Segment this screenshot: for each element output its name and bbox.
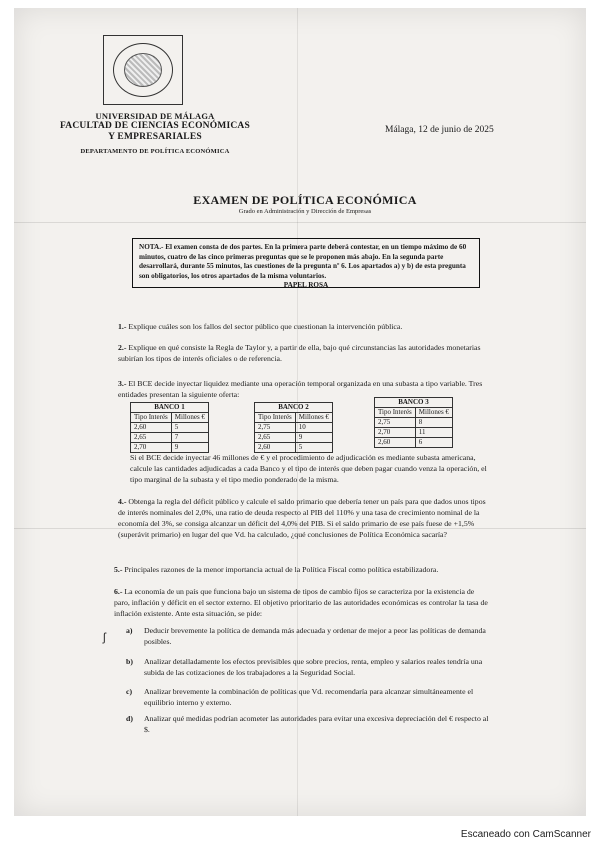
rate-cell: 2,65 — [255, 433, 296, 443]
question-1 — [118, 321, 488, 332]
amount-cell: 10 — [295, 423, 332, 433]
amount-cell: 5 — [171, 423, 208, 433]
column-header: Millones € — [171, 413, 208, 423]
rate-cell: 2,70 — [375, 428, 416, 438]
bank-1-table — [130, 402, 209, 453]
amount-cell: 5 — [295, 443, 332, 453]
item-text: Analizar detalladamente los efectos previsibles que sobre precios, renta, empleo y salarios reales tendría una subida de las cotizaciones de los trabajadores a la Seguridad Social. — [144, 657, 483, 677]
question-5 — [114, 564, 492, 575]
question-number: 1.- — [118, 322, 127, 331]
question-3-text: Si el BCE decide inyectar 46 millones de € y el procedimiento de adjudicación es mediante subasta americana, calcule las cantidades adjudicadas a cada Banco y el tipo de interés que deben pagar cuando venza la operación, el tipo marginal de la subasta y el tipo medio ponderado de la misma. — [130, 453, 487, 484]
paper-color-label: PAPEL ROSA — [283, 281, 329, 290]
handwritten-check-icon: ʃ — [103, 630, 106, 644]
column-header: Tipo Interés — [255, 413, 296, 423]
question-6-item-b — [126, 656, 492, 689]
exam-date: Málaga, 12 de junio de 2025 — [385, 125, 494, 135]
question-6-item-a — [126, 625, 492, 647]
amount-cell: 9 — [295, 433, 332, 443]
instructions-box — [132, 238, 480, 288]
rate-cell: 2,60 — [375, 438, 416, 448]
bank-name: BANCO 3 — [375, 398, 453, 408]
question-text: Explique cuáles son los fallos del sector público que cuestionan la intervención pública. — [128, 322, 403, 331]
question-number: 5.- — [114, 565, 123, 574]
question-6-intro — [114, 586, 492, 619]
question-text: El BCE decide inyectar liquidez mediante una operación temporal organizada en una subasta a tipo variable. Tres entidades presentan la siguiente oferta: — [118, 379, 483, 399]
exam-subtitle: Grado en Administración y Dirección de Empresas — [238, 208, 372, 215]
rate-cell: 2,65 — [131, 433, 172, 443]
item-label: a) — [126, 626, 133, 635]
question-text: Principales razones de la menor importancia actual de la Política Fiscal como política estabilizadora. — [124, 565, 439, 574]
faculty-name-line1: FACULTAD DE CIENCIAS ECONÓMICAS — [60, 121, 250, 131]
amount-cell: 6 — [415, 438, 452, 448]
question-number: 2.- — [118, 343, 127, 352]
column-header: Tipo Interés — [131, 413, 172, 423]
column-header: Millones € — [415, 408, 452, 418]
question-number: 4.- — [118, 497, 127, 506]
bank-name: BANCO 2 — [255, 403, 333, 413]
item-text: Analizar qué medidas podrían acometer las autoridades para evitar una excesiva depreciación del € respecto al $. — [144, 714, 489, 734]
column-header: Millones € — [295, 413, 332, 423]
item-label: d) — [126, 714, 133, 723]
scanner-watermark: Escaneado con CamScanner — [460, 829, 591, 840]
department-name: DEPARTAMENTO DE POLÍTICA ECONÓMICA — [80, 148, 230, 155]
item-text: Deducir brevemente la política de demanda más adecuada y ordenar de mejor a peor las políticas de demanda posibles. — [144, 626, 486, 646]
bank-3-table — [374, 397, 453, 448]
instructions-text: NOTA.- El examen consta de dos partes. En la primera parte deberá contestar, en un tiempo máximo de 60 minutos, cuatro de las cinco primeras preguntas que se le proponen más abajo. En la segunda parte desarrollará, durante 55 minutos, las cuestiones de la pregunta nº 6. Los apartados a) y b) de esta pregunta son obligatorios, los otros apartados de la misma voluntarios. — [139, 243, 467, 280]
item-text: Analizar brevemente la combinación de políticas que Vd. recomendaría para alcanzar simultáneamente el equilibrio interno y externo. — [144, 687, 474, 707]
question-6-item-d — [126, 713, 492, 735]
university-seal-icon — [103, 35, 183, 105]
amount-cell: 11 — [415, 428, 452, 438]
amount-cell: 9 — [171, 443, 208, 453]
rate-cell: 2,75 — [255, 423, 296, 433]
rate-cell: 2,70 — [131, 443, 172, 453]
question-text: La economía de un país que funciona bajo un sistema de tipos de cambio fijos se caracteriza por la existencia de paro, inflación y déficit en el sector externo. El objetivo prioritario de las autoridades económicas es controlar la tasa de inflación existente. Ante esta situación, se pide: — [114, 587, 488, 618]
item-label: c) — [126, 687, 133, 696]
question-number: 3.- — [118, 379, 127, 388]
question-4 — [118, 496, 488, 540]
question-number: 6.- — [114, 587, 123, 596]
question-6-item-c — [126, 686, 492, 708]
bank-name: BANCO 1 — [131, 403, 209, 413]
bank-2-table — [254, 402, 333, 453]
amount-cell: 7 — [171, 433, 208, 443]
fold-line — [14, 222, 586, 223]
exam-title: EXAMEN DE POLÍTICA ECONÓMICA — [193, 193, 417, 207]
question-text: Obtenga la regla del déficit público y calcule el saldo primario que debería tener un país para que dados unos tipos de interés nominales del 2,0%, una ratio de deuda respecto al PIB del 110% y una tasa de crecimiento nominal de la economía del 3%, se consiga alcanzar un déficit del 4,0% del PIB. Si el saldo primario de ese país fuese de +1,5% (superávit primario) en lugar del que Vd. ha calculado, ¿qué conclusiones de Política Económica sacaría? — [118, 497, 486, 539]
question-text: Explique en qué consiste la Regla de Taylor y, a partir de ella, bajo qué circunstancias las autoridades monetarias subirían los tipos de interés oficiales o de referencia. — [118, 343, 481, 363]
amount-cell: 8 — [415, 418, 452, 428]
column-header: Tipo Interés — [375, 408, 416, 418]
university-name: UNIVERSIDAD DE MÁLAGA — [95, 111, 215, 121]
question-2 — [118, 342, 488, 364]
rate-cell: 2,60 — [131, 423, 172, 433]
rate-cell: 2,60 — [255, 443, 296, 453]
item-label: b) — [126, 657, 133, 666]
rate-cell: 2,75 — [375, 418, 416, 428]
faculty-name-line2: Y EMPRESARIALES — [108, 132, 202, 142]
